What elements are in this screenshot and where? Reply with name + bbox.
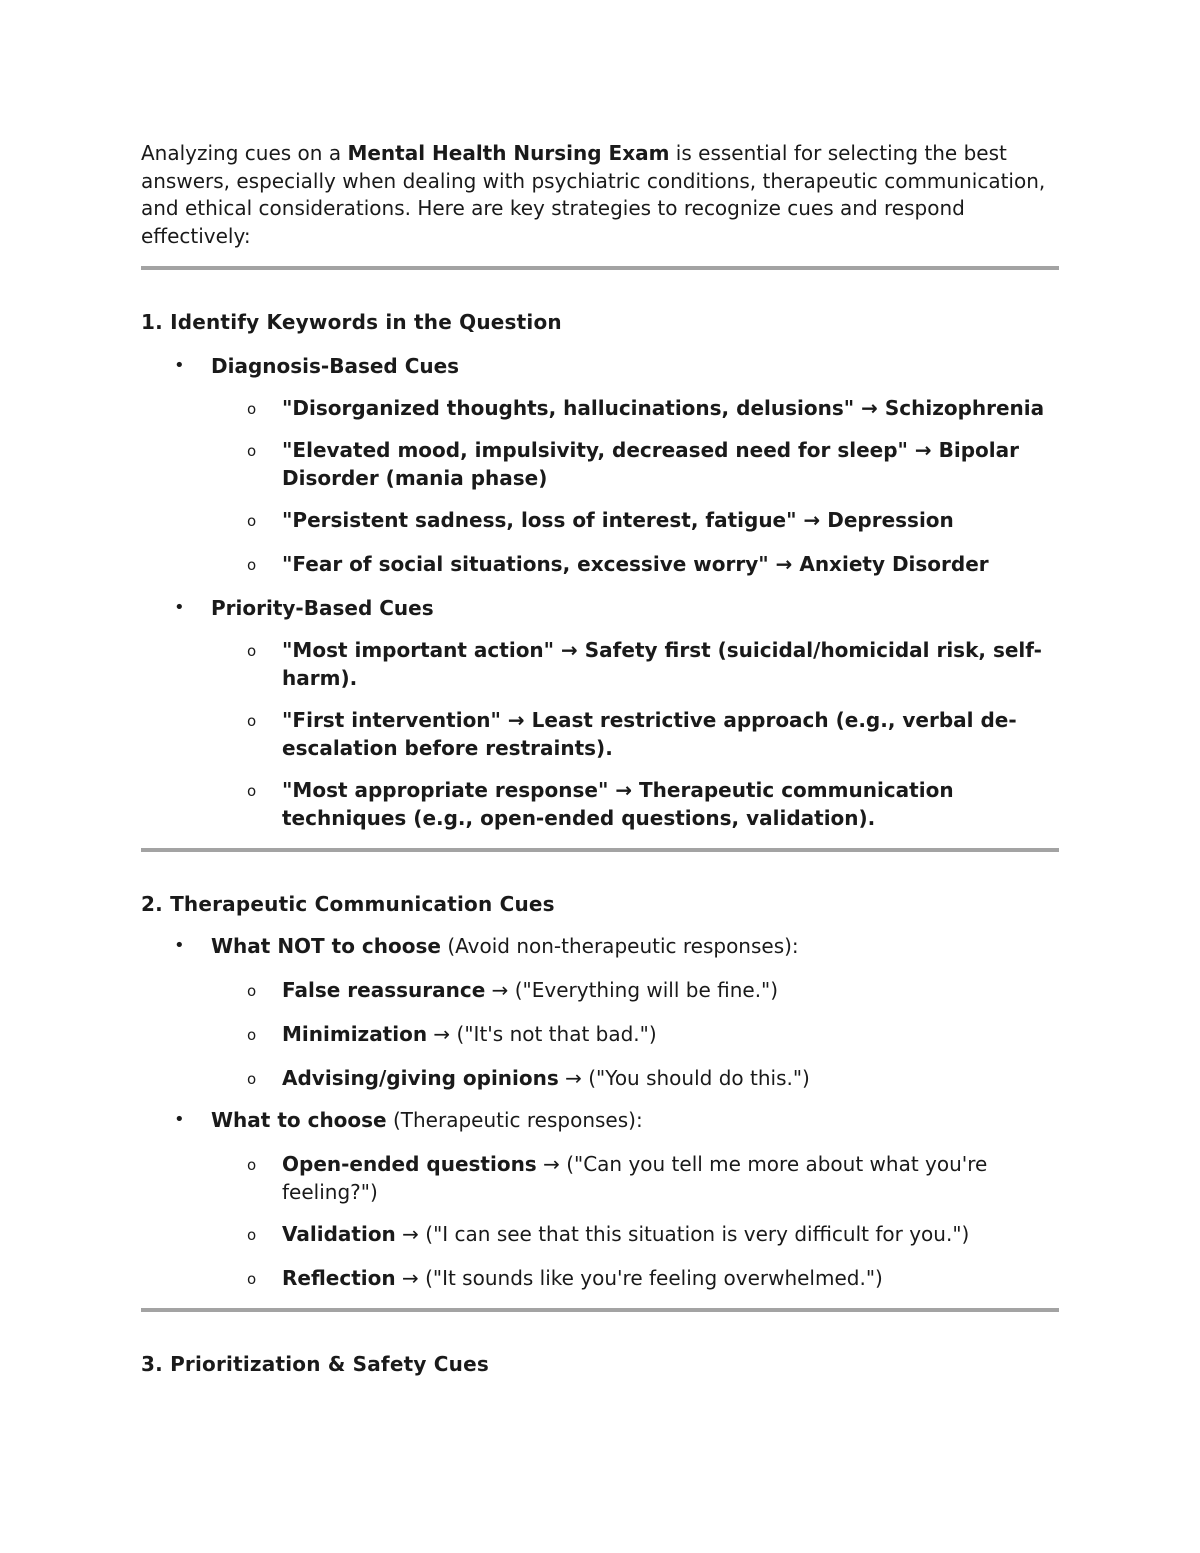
intro-text-start: Analyzing cues on a [141,141,348,165]
sub-list [211,636,1059,832]
section-3-heading: 3. Prioritization & Safety Cues [141,1352,489,1376]
list-item-label: What NOT to choose (Avoid non-therapeutic responses): [211,934,799,958]
sub-bullet-marker: o [247,512,257,530]
document-page [141,140,1059,1378]
sub-bullet-marker: o [247,1026,257,1044]
bullet-marker: • [174,355,185,376]
sub-bullet-marker: o [247,782,257,800]
sub-list-item: o "Elevated mood, impulsivity, decreased need for sleep" → Bipolar Disorder (mania phase) [247,438,1020,490]
sub-list [211,976,1059,1092]
bullet-marker: • [174,1109,185,1130]
sub-list-item: o "Persistent sadness, loss of interest, fatigue" → Depression [141,506,1059,534]
intro-paragraph [141,140,1059,250]
sub-list-item: o "Most appropriate response" → Therapeutic communication techniques (e.g., open-ended questions, validation). [247,778,954,830]
sub-list-item: o False reassurance → ("Everything will be fine.") [141,976,1059,1004]
sub-bullet-marker: o [247,442,257,460]
horizontal-rule [141,848,1059,852]
list-item [141,352,1059,578]
sub-list-item: o Open-ended questions → ("Can you tell me more about what you're feeling?") [247,1152,988,1204]
section-1-list [141,352,1059,832]
horizontal-rule [141,266,1059,270]
list-item-label: Diagnosis-Based Cues [211,354,460,378]
section-1-heading: 1. Identify Keywords in the Question [141,310,562,334]
sub-list-item: o "Disorganized thoughts, hallucinations, delusions" → Schizophrenia [141,394,1059,422]
intro-emphasis: Mental Health Nursing Exam [347,141,670,165]
list-item [141,932,1059,1092]
list-item-label: Priority-Based Cues [211,596,434,620]
sub-list-item: o Reflection → ("It sounds like you're feeling overwhelmed.") [141,1264,1059,1292]
sub-list-item: o "Most important action" → Safety first (suicidal/homicidal risk, self-harm). [247,638,1042,690]
sub-list [211,394,1059,578]
sub-bullet-marker: o [247,1156,257,1174]
sub-bullet-marker: o [247,712,257,730]
sub-list-item: o Validation → ("I can see that this situation is very difficult for you.") [141,1220,1059,1248]
list-item [141,1106,1059,1292]
sub-bullet-marker: o [247,1070,257,1088]
section-2-heading: 2. Therapeutic Communication Cues [141,892,555,916]
bullet-marker: • [174,935,185,956]
sub-bullet-marker: o [247,556,257,574]
section-2-list [141,932,1059,1292]
intro-text-end: is essential for selecting the best answers, especially when dealing with psychiatric conditions, therapeutic communication, and ethical considerations. Here are key strategies to recognize cues and respond effectively: [141,141,1046,248]
horizontal-rule [141,1308,1059,1312]
sub-bullet-marker: o [247,982,257,1000]
sub-bullet-marker: o [247,642,257,660]
sub-list [211,1150,1059,1292]
sub-bullet-marker: o [247,400,257,418]
sub-list-item: o "First intervention" → Least restrictive approach (e.g., verbal de-escalation before restraints). [247,708,1017,760]
sub-list-item: o Advising/giving opinions → ("You should do this.") [141,1064,1059,1092]
bullet-marker: • [174,597,185,618]
sub-list-item: o "Fear of social situations, excessive worry" → Anxiety Disorder [141,550,1059,578]
sub-list-item: o Minimization → ("It's not that bad.") [141,1020,1059,1048]
list-item-label: What to choose (Therapeutic responses): [211,1108,643,1132]
sub-bullet-marker: o [247,1226,257,1244]
list-item [141,594,1059,832]
sub-bullet-marker: o [247,1270,257,1288]
